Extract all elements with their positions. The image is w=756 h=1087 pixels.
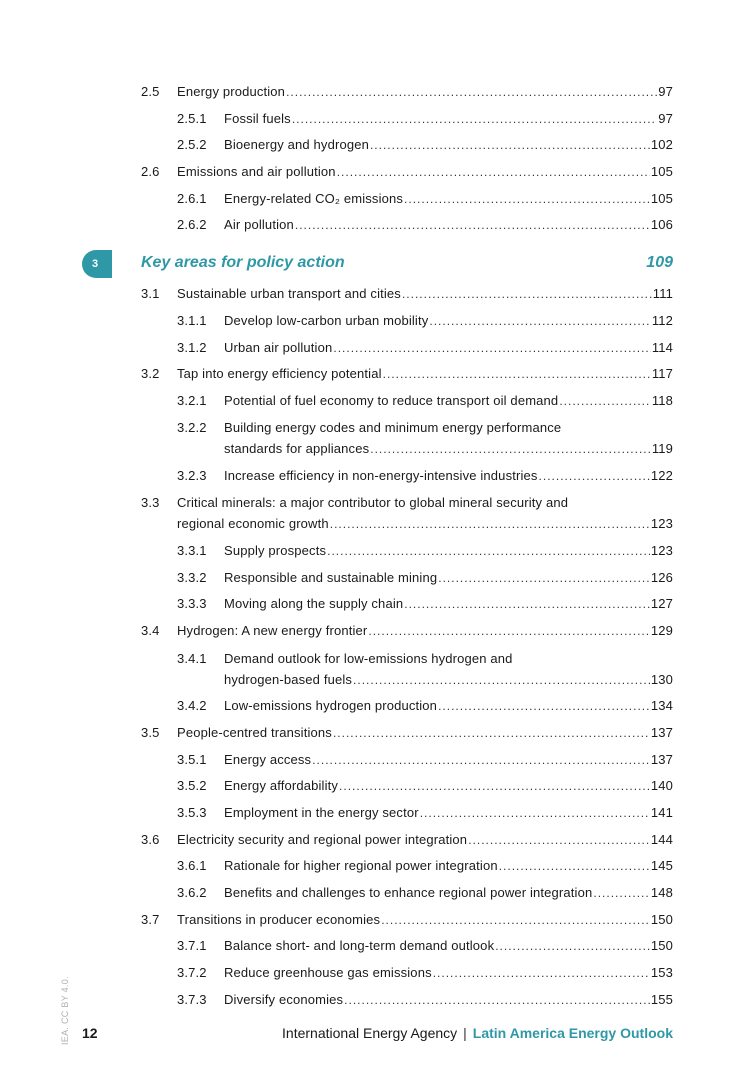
- toc-entry-line: [224, 671, 673, 689]
- toc-page-number: 141: [650, 805, 673, 820]
- toc-section-number: 3.3.1: [177, 543, 207, 558]
- toc-title: Increase efficiency in non-energy-intensive industries: [224, 468, 538, 483]
- toc-page-number: 123: [650, 543, 673, 558]
- toc-page-number: 134: [650, 698, 673, 713]
- footer-report-title: Latin America Energy Outlook: [472, 1025, 673, 1041]
- toc-page-number: 150: [650, 912, 673, 927]
- toc-section-number: 3.4: [141, 623, 160, 638]
- toc-entry-line: [224, 857, 673, 875]
- toc-dot-leader: [539, 468, 650, 485]
- toc-page-number: 126: [650, 570, 673, 585]
- toc-dot-leader: [368, 623, 649, 640]
- toc-entry-line: [177, 515, 673, 533]
- toc-dot-leader: [337, 164, 650, 181]
- toc-dot-leader: [429, 313, 650, 330]
- toc-section-number: 3.6: [141, 832, 160, 847]
- toc-entry-line: [224, 884, 673, 902]
- footer-separator: |: [463, 1025, 467, 1041]
- toc-page-number: 114: [651, 340, 673, 355]
- toc-page-number: 137: [650, 752, 673, 767]
- toc-section-number: 3.4.1: [177, 651, 207, 666]
- toc-title: Develop low-carbon urban mobility: [224, 313, 429, 328]
- toc-title: Transitions in producer economies: [177, 912, 381, 927]
- toc-page-number: 105: [650, 191, 673, 206]
- toc-section-number: 3.7.2: [177, 965, 207, 980]
- toc-section-number: 2.5: [141, 84, 160, 99]
- toc-section-number: 3.6.2: [177, 885, 207, 900]
- toc-title: Energy access: [224, 752, 312, 767]
- toc-page-number: 148: [650, 885, 673, 900]
- toc-title: Electricity security and regional power integration: [177, 832, 468, 847]
- toc-entry-line: [224, 804, 673, 822]
- toc-title: Reduce greenhouse gas emissions: [224, 965, 432, 980]
- toc-title: Energy production: [177, 84, 286, 99]
- toc-title: Air pollution: [224, 217, 294, 232]
- toc-page-number: 112: [651, 313, 673, 328]
- toc-section-number: 3.5.1: [177, 752, 207, 767]
- toc-title: Fossil fuels: [224, 111, 291, 126]
- toc-entry-line: [177, 831, 673, 849]
- toc-entry-line: [177, 83, 673, 101]
- toc-dot-leader: [286, 84, 657, 101]
- toc-title: Responsible and sustainable mining: [224, 570, 438, 585]
- toc-title: standards for appliances: [224, 441, 370, 456]
- toc-entry-line: [177, 163, 673, 181]
- toc-page-number: 119: [651, 441, 673, 456]
- toc-dot-leader: [327, 543, 650, 560]
- toc-page-number: 145: [650, 858, 673, 873]
- toc-section-number: 2.6.2: [177, 217, 207, 232]
- toc-title-first-line: Building energy codes and minimum energy performance: [224, 420, 562, 435]
- toc-title: Supply prospects: [224, 543, 327, 558]
- toc-title: People-centred transitions: [177, 725, 332, 740]
- toc-page-number: 97: [658, 84, 673, 99]
- toc-dot-leader: [381, 912, 650, 929]
- toc-section-number: 3.2.1: [177, 393, 207, 408]
- toc-dot-leader: [292, 111, 657, 128]
- toc-page-number: 118: [651, 393, 673, 408]
- toc-entry-line: [224, 991, 673, 1009]
- toc-dot-leader: [312, 752, 650, 769]
- toc-section-number: 3.2: [141, 366, 160, 381]
- toc-entry-line: [224, 777, 673, 795]
- toc-section-number: 3.2.3: [177, 468, 207, 483]
- toc-page-number: 150: [650, 938, 673, 953]
- toc-entry-line: [224, 190, 673, 208]
- toc-dot-leader: [333, 340, 650, 357]
- toc-title: Rationale for higher regional power integration: [224, 858, 498, 873]
- toc-title: Potential of fuel economy to reduce transport oil demand: [224, 393, 559, 408]
- toc-page-number: 105: [650, 164, 673, 179]
- toc-title: regional economic growth: [177, 516, 329, 531]
- toc-title: Balance short- and long-term demand outlook: [224, 938, 495, 953]
- page-number: 12: [82, 1025, 98, 1041]
- toc-title: Hydrogen: A new energy frontier: [177, 623, 368, 638]
- toc-title: Low-emissions hydrogen production: [224, 698, 438, 713]
- toc-entry-line: [177, 285, 673, 303]
- toc-page-number: 129: [650, 623, 673, 638]
- toc-page-number: 144: [650, 832, 673, 847]
- toc-title-first-line: Demand outlook for low-emissions hydrogen and: [224, 651, 513, 666]
- toc-section-number: 3.7.1: [177, 938, 207, 953]
- toc-entry-line: [224, 595, 673, 613]
- toc-entry-line: [177, 724, 673, 742]
- toc-title: Bioenergy and hydrogen: [224, 137, 369, 152]
- toc-title: Employment in the energy sector: [224, 805, 419, 820]
- toc-dot-leader: [404, 596, 650, 613]
- toc-entry-line: [224, 964, 673, 982]
- toc-page-number: 97: [658, 111, 673, 126]
- toc-section-number: 3.3.3: [177, 596, 207, 611]
- license-watermark: IEA. CC BY 4.0.: [60, 976, 70, 1045]
- toc-section-number: 3.5: [141, 725, 160, 740]
- toc-dot-leader: [344, 992, 650, 1009]
- toc-section-number: 3.3: [141, 495, 160, 510]
- toc-section-number: 3.5.2: [177, 778, 207, 793]
- toc-title: Moving along the supply chain: [224, 596, 404, 611]
- toc-page-number: 123: [650, 516, 673, 531]
- toc-section-number: 2.6: [141, 164, 160, 179]
- toc-dot-leader: [295, 217, 650, 234]
- toc-section-number: 3.1.1: [177, 313, 207, 328]
- toc-page-number: 122: [650, 468, 673, 483]
- toc-page-number: 117: [651, 366, 673, 381]
- toc-entry-line: [224, 216, 673, 234]
- toc-title: Emissions and air pollution: [177, 164, 336, 179]
- toc-section-number: 3.6.1: [177, 858, 207, 873]
- toc-entry-line: [224, 339, 673, 357]
- toc-entry-line: [224, 392, 673, 410]
- toc-entry-line: [177, 622, 673, 640]
- toc-dot-leader: [420, 805, 650, 822]
- toc-entry-line: [177, 365, 673, 383]
- toc-dot-leader: [370, 441, 651, 458]
- toc-entry-line: [224, 312, 673, 330]
- chapter-number-tab: [82, 250, 112, 278]
- toc-section-number: 3.1.2: [177, 340, 207, 355]
- toc-page-number: 140: [650, 778, 673, 793]
- toc-dot-leader: [333, 725, 650, 742]
- toc-dot-leader: [370, 137, 650, 154]
- toc-section-number: 3.7.3: [177, 992, 207, 1007]
- toc-dot-leader: [559, 393, 650, 410]
- toc-entry-line: [224, 751, 673, 769]
- toc-entry-line: [177, 911, 673, 929]
- toc-page-number: 155: [650, 992, 673, 1007]
- toc-section-number: 3.5.3: [177, 805, 207, 820]
- toc-dot-leader: [339, 778, 650, 795]
- toc-section-number: 3.1: [141, 286, 160, 301]
- toc-dot-leader: [404, 191, 650, 208]
- toc-entry-line: [224, 467, 673, 485]
- toc-title: Energy-related CO₂ emissions: [224, 191, 404, 206]
- toc-dot-leader: [499, 858, 650, 875]
- toc-page-number: 106: [650, 217, 673, 232]
- toc-entry-line: [224, 110, 673, 128]
- toc-title: Tap into energy efficiency potential: [177, 366, 382, 381]
- toc-section-number: 3.4.2: [177, 698, 207, 713]
- toc-title: hydrogen-based fuels: [224, 672, 353, 687]
- toc-title-first-line: Critical minerals: a major contributor to global mineral security and: [177, 495, 569, 510]
- toc-title: Urban air pollution: [224, 340, 333, 355]
- chapter-page-number: 109: [646, 254, 673, 271]
- toc-dot-leader: [353, 672, 650, 689]
- toc-section-number: 3.7: [141, 912, 160, 927]
- toc-title: Diversify economies: [224, 992, 344, 1007]
- toc-title: Energy affordability: [224, 778, 339, 793]
- toc-page-number: 111: [652, 286, 673, 301]
- toc-page-number: 153: [650, 965, 673, 980]
- toc-page-number: 137: [650, 725, 673, 740]
- toc-title: Sustainable urban transport and cities: [177, 286, 401, 301]
- chapter-number: 3: [91, 258, 99, 270]
- toc-dot-leader: [593, 885, 650, 902]
- toc-page-number: 130: [650, 672, 673, 687]
- toc-section-number: 2.5.2: [177, 137, 207, 152]
- toc-page-number: 102: [650, 137, 673, 152]
- toc-dot-leader: [495, 938, 650, 955]
- toc-section-number: 2.6.1: [177, 191, 207, 206]
- toc-dot-leader: [402, 286, 652, 303]
- toc-entry-line: [224, 440, 673, 458]
- chapter-title[interactable]: Key areas for policy action: [141, 254, 345, 271]
- footer-organization: International Energy Agency: [282, 1025, 458, 1041]
- toc-section-number: 3.2.2: [177, 420, 207, 435]
- toc-dot-leader: [438, 698, 650, 715]
- toc-dot-leader: [438, 570, 650, 587]
- toc-page-number: 127: [650, 596, 673, 611]
- toc-section-number: 3.3.2: [177, 570, 207, 585]
- toc-entry-line: [224, 937, 673, 955]
- toc-dot-leader: [433, 965, 650, 982]
- toc-entry-line: [224, 542, 673, 560]
- toc-entry-line: [224, 136, 673, 154]
- toc-entry-line: [224, 569, 673, 587]
- toc-title: Benefits and challenges to enhance regional power integration: [224, 885, 593, 900]
- toc-dot-leader: [468, 832, 650, 849]
- toc-dot-leader: [383, 366, 651, 383]
- footer-running-title: [282, 1025, 673, 1041]
- toc-dot-leader: [330, 516, 650, 533]
- toc-section-number: 2.5.1: [177, 111, 207, 126]
- toc-entry-line: [224, 697, 673, 715]
